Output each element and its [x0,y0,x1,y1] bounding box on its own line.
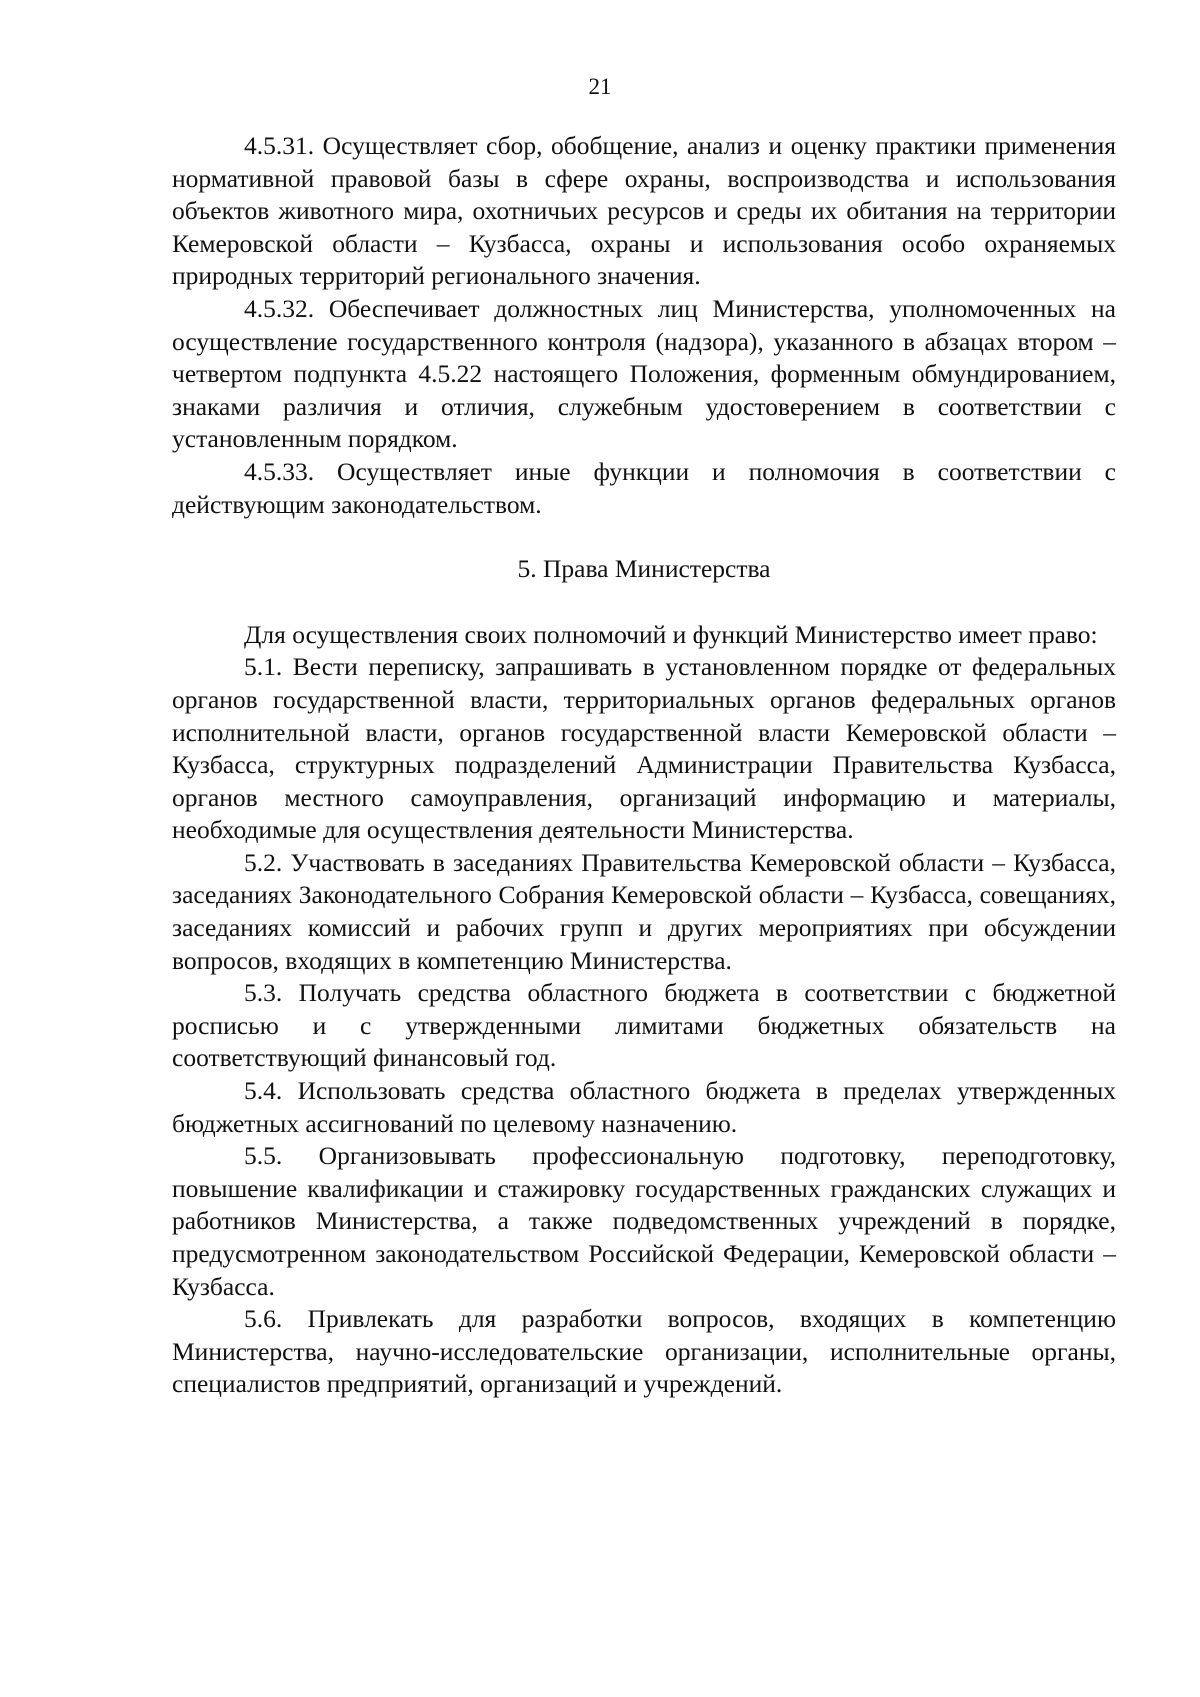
document-body [172,130,1116,1401]
paragraph-5-2: 5.2. Участвовать в заседаниях Правительства Кемеровской области – Кузбасса, заседаниях Законодательного Собрания Кемеровской области – Кузбасса, совещаниях, заседаниях комиссий и рабочих групп и других мероприятиях при обсуждении вопросов, входящих в компетенцию Министерства. [172,847,1116,975]
paragraph-5-1: 5.1. Вести переписку, запрашивать в установленном порядке от федеральных органов государственной власти, территориальных органов федеральных органов исполнительной власти, органов государственной власти Кемеровской области – Кузбасса, структурных подразделений Администрации Правительства Кузбасса, органов местного самоуправления, организаций информацию и материалы, необходимые для осуществления деятельности Министерства. [172,652,1116,845]
paragraph-5-intro: Для осуществления своих полномочий и функций Министерство имеет право: [244,619,1098,649]
page-number: 21 [588,74,612,99]
paragraph-4-5-32: 4.5.32. Обеспечивает должностных лиц Министерства, уполномоченных на осуществление государственного контроля (надзора), указанного в абзацах втором – четвертом подпункта 4.5.22 настоящего Положения, форменным обмундированием, знаками различия и отличия, служебным удостоверением в соответствии с установленным порядком. [172,293,1116,454]
paragraph-5-4: 5.4. Использовать средства областного бюджета в пределах утвержденных бюджетных ассигнований по целевому назначению. [172,1076,1116,1138]
paragraph-5-3: 5.3. Получать средства областного бюджета в соответствии с бюджетной росписью и с утвержденными лимитами бюджетных обязательств на соответствующий финансовый год. [172,978,1116,1073]
paragraph-4-5-33: 4.5.33. Осуществляет иные функции и полномочия в соответствии с действующим законодательством. [172,456,1116,519]
paragraph-4-5-31: 4.5.31. Осуществляет сбор, обобщение, анализ и оценку практики применения нормативной правовой базы в сфере охраны, воспроизводства и использования объектов животного мира, охотничьих ресурсов и среды их обитания на территории Кемеровской области – Кузбасса, охраны и использования особо охраняемых природных территорий регионального значения. [172,131,1116,291]
section-heading-5: 5. Права Министерства [517,554,771,584]
paragraph-5-5: 5.5. Организовывать профессиональную подготовку, переподготовку, повышение квалификации и стажировку государственных гражданских служащих и работников Министерства, а также подведомственных учреждений в порядке, предусмотренном законодательством Российской Федерации, Кемеровской области – Кузбасса. [172,1141,1116,1301]
paragraph-5-6: 5.6. Привлекать для разработки вопросов, входящих в компетенцию Министерства, научно-исследовательские организации, исполнительные органы, специалистов предприятий, организаций и учреждений. [172,1304,1116,1399]
